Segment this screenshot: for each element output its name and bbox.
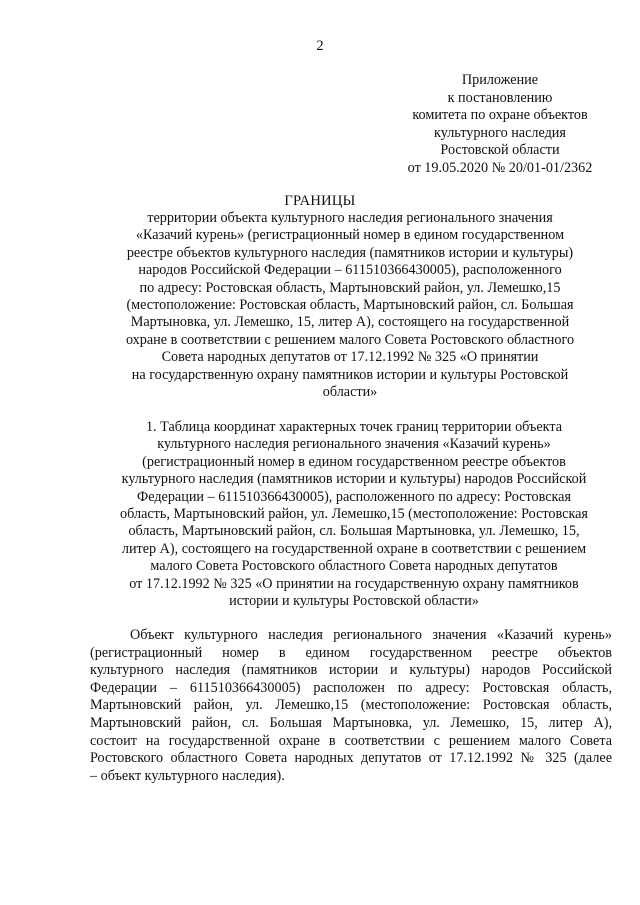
table-heading-line: литер А), состоящего на государственной охране в соответствии с решением bbox=[121, 540, 587, 557]
table-heading-line: Федерации – 611510366430005), расположенного по адресу: Ростовская bbox=[137, 488, 571, 505]
page-number: 2 bbox=[316, 38, 324, 54]
table-heading-line: 1. Таблица координат характерных точек границ территории объекта bbox=[145, 419, 563, 435]
subtitle-line: (местоположение: Ростовская область, Мартыновский район, сл. Большая bbox=[126, 297, 574, 314]
body-line: Ростовского областного Совета народных депутатов от 17.12.1992 № 325 (далее bbox=[90, 750, 612, 767]
appendix-line: от 19.05.2020 № 20/01-01/2362 bbox=[407, 159, 593, 176]
appendix-block bbox=[378, 72, 622, 178]
subtitle-line: по адресу: Ростовская область, Мартыновский район, ул. Лемешко,15 bbox=[139, 279, 561, 296]
body-line: Объект культурного наследия регионального значения «Казачий курень» bbox=[130, 627, 612, 643]
table-heading-line: культурного наследия (памятников истории и культуры) народов Российской bbox=[121, 471, 587, 488]
table-heading bbox=[84, 419, 624, 610]
appendix-line: Ростовской области bbox=[440, 142, 560, 159]
body-line: Мартыновский район, ул. Лемешко,15 (местоположение: Ростовская область, bbox=[90, 697, 612, 714]
body-line: Мартыновский район, сл. Большая Мартыновка, ул. Лемешко, 15, литер А), bbox=[90, 714, 612, 731]
appendix-line: Приложение bbox=[461, 72, 539, 88]
table-heading-line: область, Мартыновский район, ул. Лемешко,15 (местоположение: Ростовская bbox=[120, 506, 588, 523]
subtitle-line: «Казачий курень» (регистрационный номер в едином государственном bbox=[135, 227, 565, 244]
subtitle-line: охране в соответствии с решением малого Совета Ростовского областного bbox=[125, 331, 575, 348]
body-line: культурного наследия (памятников истории и культуры) народов Российской bbox=[90, 662, 612, 679]
body-line: – объект культурного наследия). bbox=[90, 767, 285, 784]
subtitle-line: реестре объектов культурного наследия (памятников истории и культуры) bbox=[126, 244, 574, 261]
table-heading-line: (регистрационный номер в едином государственном реестре объектов bbox=[142, 453, 566, 470]
appendix-line: к постановлению bbox=[447, 89, 553, 106]
table-heading-line: от 17.12.1992 № 325 «О принятии на государственную охрану памятников bbox=[129, 575, 579, 592]
table-heading-line: малого Совета Ростовского областного Совета народных депутатов bbox=[150, 558, 558, 575]
subtitle-line: Совета народных депутатов от 17.12.1992 № 325 «О принятии bbox=[161, 349, 539, 366]
subtitle-line: Мартыновка, ул. Лемешко, 15, литер А), состоящего на государственной bbox=[130, 314, 570, 331]
subtitle-line: области» bbox=[322, 384, 378, 401]
body-line: Федерации – 611510366430005) расположен по адресу: Ростовская область, bbox=[90, 679, 612, 696]
appendix-line: комитета по охране объектов bbox=[412, 107, 588, 124]
table-heading-line: истории и культуры Ростовской области» bbox=[229, 593, 479, 610]
appendix-line: культурного наследия bbox=[434, 124, 566, 141]
subtitle-line: народов Российской Федерации – 611510366430005), расположенного bbox=[138, 262, 562, 279]
table-heading-line: культурного наследия регионального значения «Казачий курень» bbox=[157, 436, 551, 453]
table-heading-line: область, Мартыновский район, сл. Большая Мартыновка, ул. Лемешко, 15, bbox=[128, 523, 580, 540]
subtitle-line: на государственную охрану памятников истории и культуры Ростовской bbox=[131, 366, 569, 383]
body-paragraph bbox=[90, 627, 612, 785]
document-title: ГРАНИЦЫ bbox=[284, 193, 356, 209]
body-line: (регистрационный номер в едином государственном реестре объектов bbox=[90, 644, 612, 661]
document-subtitle bbox=[90, 210, 610, 401]
subtitle-line: территории объекта культурного наследия регионального значения bbox=[147, 210, 553, 226]
body-line: состоит на государственной охране в соответствии с решением малого Совета bbox=[90, 732, 612, 749]
